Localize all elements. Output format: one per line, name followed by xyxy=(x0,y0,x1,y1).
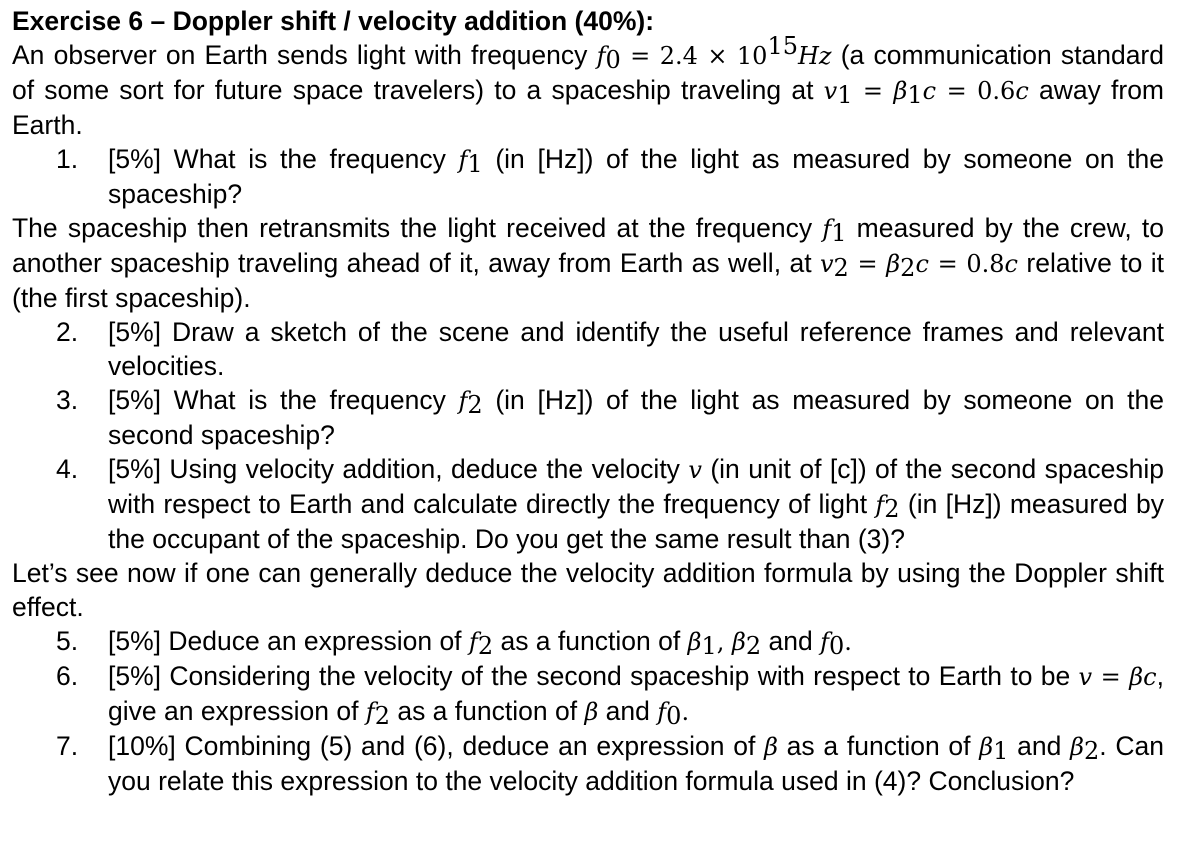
question-text: (in unit of [c]) of the second spaceship with respect to Earth and calculate directly the frequency of light xyxy=(108,454,1165,519)
question-4 xyxy=(12,452,1164,556)
f0-unit: Hz xyxy=(797,42,832,70)
question-text: and xyxy=(598,696,658,726)
question-text: as a function of xyxy=(493,626,688,656)
v2-equals: = xyxy=(928,250,967,278)
intro-paragraph xyxy=(12,32,1165,142)
c-symbol: c xyxy=(1143,663,1157,691)
beta2-subscript: 2 xyxy=(900,254,916,282)
v1-symbol: v xyxy=(823,77,838,105)
question-text: as a function of xyxy=(389,696,585,726)
question-text: , give an expression of xyxy=(108,661,1164,726)
beta-symbol: β xyxy=(764,733,778,761)
question-text: . Can you relate this expression to the velocity addition formula used in (4)? Conclusion? xyxy=(108,731,1164,796)
question-text: [5%] Using velocity addition, deduce the velocity xyxy=(108,454,689,484)
c-symbol: c xyxy=(1004,250,1018,278)
question-number: 3. xyxy=(56,385,79,415)
f1-subscript: 1 xyxy=(831,219,847,247)
question-text: [5%] What is the frequency xyxy=(108,385,459,415)
v1-equals: = xyxy=(852,77,894,105)
beta2-symbol: β xyxy=(731,628,746,656)
beta2-subscript: 2 xyxy=(1083,737,1100,765)
f2-subscript: 2 xyxy=(477,632,494,660)
v2-equals: = xyxy=(848,250,887,278)
f2-symbol: f xyxy=(365,698,375,726)
question-7 xyxy=(12,729,1164,798)
f1-symbol: f xyxy=(458,146,468,174)
question-number: 1. xyxy=(56,144,79,174)
beta-symbol: β xyxy=(584,698,599,726)
v-symbol: v xyxy=(1078,663,1093,691)
question-text: (in [Hz]) measured by the occupant of the spaceship. Do you get the same result than (3)? xyxy=(108,489,1164,554)
v2-subscript: 2 xyxy=(833,254,849,282)
question-number: 2. xyxy=(56,317,79,347)
beta1-subscript: 1 xyxy=(993,737,1009,765)
v2-symbol: v xyxy=(819,250,834,278)
question-number: 4. xyxy=(56,454,79,484)
retransmit-paragraph xyxy=(12,211,1164,315)
f2-subscript: 2 xyxy=(374,702,390,730)
v-symbol: v xyxy=(688,456,702,484)
question-text: [10%] Combining (5) and (6), deduce an expression of xyxy=(108,731,765,761)
question-2 xyxy=(12,315,1164,383)
question-text: [5%] Draw a sketch of the scene and identify the useful reference frames and relevant velocities. xyxy=(108,317,1164,381)
f0-symbol: f xyxy=(596,42,606,70)
c-symbol: c xyxy=(915,250,929,278)
beta1-symbol: β xyxy=(979,733,994,761)
question-3 xyxy=(12,383,1164,452)
intro-text: An observer on Earth sends light with frequency xyxy=(12,40,597,70)
separator: , xyxy=(716,628,732,656)
f2-subscript: 2 xyxy=(884,495,900,523)
f0-exponent: 15 xyxy=(767,32,798,60)
question-text: [5%] Deduce an expression of xyxy=(108,626,469,656)
c-symbol: c xyxy=(1015,77,1029,105)
f1-symbol: f xyxy=(822,215,832,243)
v1-subscript: 1 xyxy=(837,81,853,109)
exercise-title: Exercise 6 – Doppler shift / velocity addition (40%): xyxy=(12,6,655,36)
period: . xyxy=(844,628,852,656)
beta2-subscript: 2 xyxy=(745,632,762,660)
f2-subscript: 2 xyxy=(467,391,483,419)
f2-symbol: f xyxy=(468,628,478,656)
f0-symbol: f xyxy=(657,698,667,726)
f2-symbol: f xyxy=(875,491,885,519)
beta2-symbol: β xyxy=(1070,733,1084,761)
question-text: (in [Hz]) of the light as measured by someone on the second spaceship? xyxy=(108,385,1164,450)
beta1-symbol: β xyxy=(893,77,908,105)
question-1 xyxy=(12,142,1164,211)
beta-symbol: β xyxy=(1129,663,1144,691)
f0-equation: = 2.4 × 10 xyxy=(620,42,768,70)
question-number: 5. xyxy=(56,626,79,656)
beta1-subscript: 1 xyxy=(701,632,717,660)
f0-subscript: 0 xyxy=(828,632,845,660)
f2-symbol: f xyxy=(458,387,468,415)
v1-value: 0.6 xyxy=(977,77,1016,105)
paragraph-text: The spaceship then retransmits the light received at the frequency xyxy=(12,213,823,243)
question-5 xyxy=(12,624,1164,659)
paragraph-text: measured by the crew, to another spaceship traveling ahead of it, away from Earth as well, at xyxy=(12,213,1164,278)
intro-text: away from Earth. xyxy=(12,75,1165,140)
question-text: as a function of xyxy=(777,731,980,761)
v1-equals: = xyxy=(936,77,978,105)
f1-subscript: 1 xyxy=(467,150,483,178)
question-text: and xyxy=(761,626,821,656)
question-6 xyxy=(12,659,1164,729)
question-text: [5%] Considering the velocity of the second spaceship with respect to Earth to be xyxy=(108,661,1079,691)
question-text: (in [Hz]) of the light as measured by someone on the spaceship? xyxy=(108,144,1164,209)
f0-symbol: f xyxy=(820,628,829,656)
question-number: 7. xyxy=(56,731,79,761)
c-symbol: c xyxy=(922,77,937,105)
intro-text: (a communication standard of some sort for future space travelers) to a spaceship traveling at xyxy=(12,40,1164,105)
question-number: 6. xyxy=(56,661,79,691)
v-equals: = xyxy=(1092,663,1130,691)
paragraph-text: relative to it (the first spaceship). xyxy=(12,248,1165,313)
f0-subscript: 0 xyxy=(666,702,682,730)
v2-value: 0.8 xyxy=(966,250,1005,278)
period: . xyxy=(681,698,690,726)
beta2-symbol: β xyxy=(886,250,901,278)
f0-subscript: 0 xyxy=(605,46,621,74)
beta1-subscript: 1 xyxy=(907,81,923,109)
question-text: [5%] What is the frequency xyxy=(108,144,459,174)
question-text: and xyxy=(1008,731,1071,761)
doppler-paragraph: Let’s see now if one can generally deduce the velocity addition formula by using the Doppler shift effect. xyxy=(12,558,1164,622)
beta1-symbol: β xyxy=(687,628,702,656)
